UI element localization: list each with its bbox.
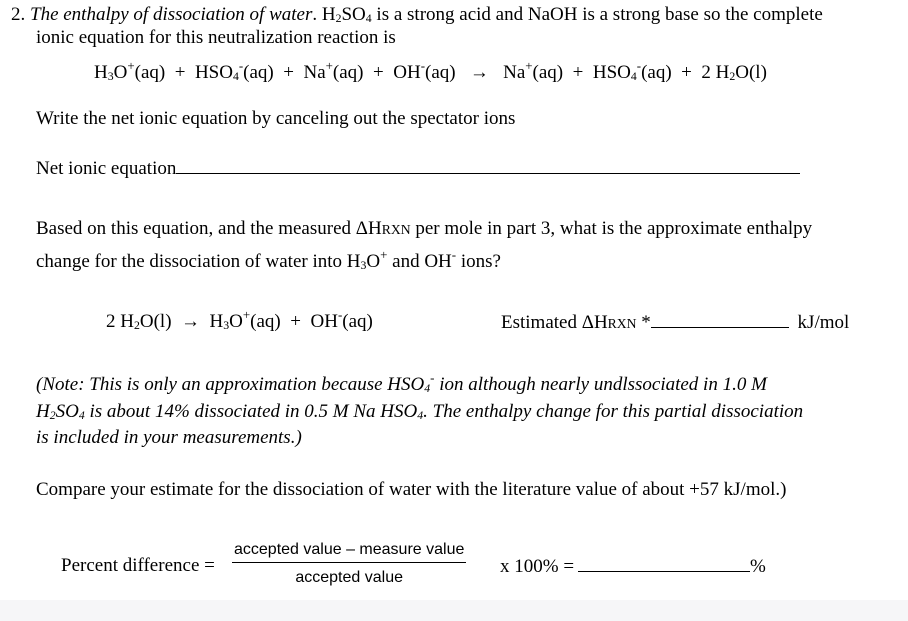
charge: - <box>430 370 435 385</box>
note-text-d: . The enthalpy change for this partial dissociation <box>423 401 804 422</box>
eq-sub4: 4 <box>232 70 239 84</box>
diss-2h: 2 H <box>106 311 134 332</box>
charge: + <box>242 307 251 322</box>
question-number: 2. <box>11 4 26 25</box>
note-text-c: is about 14% dissociated in 0.5 M Na HSO <box>84 401 418 422</box>
dissociation-equation <box>106 307 373 333</box>
sub-2: 2 <box>49 409 56 423</box>
eq-hso: HSO <box>592 62 631 83</box>
based-on-text-b: per mole in part 3, what is the approximate enthalpy <box>410 218 813 239</box>
estimated-row <box>501 311 849 334</box>
sub-4: 4 <box>424 382 431 396</box>
intro-text-c: is a strong acid and NaOH is a strong base so the complete <box>371 4 823 25</box>
eq-plus: + <box>373 62 384 83</box>
note-so: SO <box>55 401 79 422</box>
eq-aq: (aq) <box>332 62 364 83</box>
eq-charge: + <box>525 58 533 73</box>
eq-plus: + <box>174 62 186 83</box>
based-on-text-a: Based on this equation, and the measured ΔH <box>36 218 382 239</box>
sub-2: 2 <box>335 12 342 26</box>
eq-charge: - <box>636 58 642 73</box>
based-on-text-e: ions? <box>456 251 501 272</box>
sub-3: 3 <box>223 319 230 333</box>
eq-aq: (aq) <box>425 62 456 83</box>
note-text-a: (Note: This is only an approximation because HSO <box>36 374 425 395</box>
arrow-icon: → <box>181 311 201 332</box>
eq-plus: + <box>572 62 584 83</box>
note-h: H <box>36 401 50 422</box>
eq-aq: (aq) <box>134 62 166 83</box>
percent-fraction <box>232 541 466 587</box>
net-ionic-label: Net ionic equation <box>36 158 177 179</box>
eq-plus: + <box>681 62 692 83</box>
sub-2: 2 <box>133 319 140 333</box>
diss-aq: (aq) <box>250 311 281 332</box>
eq-plus: + <box>290 311 301 332</box>
sub-4: 4 <box>78 409 85 423</box>
charge: + <box>380 247 388 262</box>
eq-hso: HSO <box>194 62 233 83</box>
estimated-label: Estimated ΔH <box>501 312 608 333</box>
eq-aq: (aq) <box>243 62 274 83</box>
estimated-answer-blank[interactable] <box>651 311 789 328</box>
intro-text-b: SO <box>341 4 366 25</box>
eq-na: Na <box>503 62 526 83</box>
intro-text-a: . H <box>312 4 336 25</box>
diss-aq: (aq) <box>342 311 373 332</box>
compare-instruction: Compare your estimate for the dissociation of water with the literature value of about +57 kJ/mol.) <box>36 479 787 500</box>
eq-h: H <box>94 62 108 83</box>
eq-sub4: 4 <box>630 70 637 84</box>
eq-charge: - <box>238 58 244 73</box>
fraction-numerator: accepted value – measure value <box>232 541 466 563</box>
question-title-line <box>11 4 823 26</box>
eq-na: Na <box>303 62 326 83</box>
page-bottom-band <box>0 600 908 621</box>
eq-charge: - <box>420 58 425 73</box>
diss-oh: OH <box>310 311 338 332</box>
net-ionic-row <box>36 157 800 180</box>
percent-times <box>500 555 766 578</box>
diss-o-l: O(l) <box>139 311 172 332</box>
based-on-line-1 <box>36 218 812 240</box>
note-text-b: ion although nearly undlssociated in 1.0 M <box>434 374 767 395</box>
unit-label: kJ/mol <box>797 312 850 333</box>
note-line-3: is included in your measurements.) <box>36 427 302 448</box>
asterisk: * <box>636 312 651 333</box>
eq-o: O <box>113 62 128 83</box>
eq-oh: OH <box>393 62 421 83</box>
eq-o: O <box>735 62 749 83</box>
sub-3: 3 <box>360 259 367 273</box>
eq-liquid: (l) <box>748 62 767 83</box>
percent-unit: % <box>750 556 766 577</box>
eq-sub2: 2 <box>729 70 736 84</box>
note-line-1 <box>36 370 767 396</box>
rxn-subscript: RXN <box>381 222 411 237</box>
eq-charge: + <box>127 58 135 73</box>
diss-o: O <box>229 311 243 332</box>
eq-2h: 2 H <box>701 62 730 83</box>
fraction-denominator: accepted value <box>295 569 403 586</box>
charge: - <box>337 307 343 322</box>
eq-plus: + <box>283 62 294 83</box>
charge: - <box>451 247 457 262</box>
question-title: The enthalpy of dissociation of water <box>30 4 313 25</box>
based-on-line-2 <box>36 247 501 273</box>
sub-4: 4 <box>365 12 372 26</box>
intro-line-2: ionic equation for this neutralization reaction is <box>36 27 396 48</box>
write-net-instruction: Write the net ionic equation by canceling out the spectator ions <box>36 108 516 129</box>
percent-answer-blank[interactable] <box>578 555 750 572</box>
based-on-text-c: change for the dissociation of water into H <box>36 251 361 272</box>
eq-aq: (aq) <box>641 62 672 83</box>
eq-sub3: 3 <box>107 70 114 84</box>
eq-charge: + <box>325 58 333 73</box>
based-on-text-d: and OH <box>387 251 452 272</box>
diss-h: H <box>209 311 224 332</box>
net-ionic-answer-blank[interactable] <box>176 157 800 174</box>
o-letter: O <box>366 251 381 272</box>
sub-4: 4 <box>417 409 424 423</box>
times-100: x 100% = <box>500 556 575 577</box>
complete-ionic-equation <box>94 58 767 84</box>
rxn-subscript: RXN <box>607 316 637 331</box>
percent-label: Percent difference = <box>61 555 215 576</box>
eq-aq: (aq) <box>532 62 564 83</box>
arrow-icon: → <box>469 62 489 83</box>
note-line-2 <box>36 401 803 423</box>
